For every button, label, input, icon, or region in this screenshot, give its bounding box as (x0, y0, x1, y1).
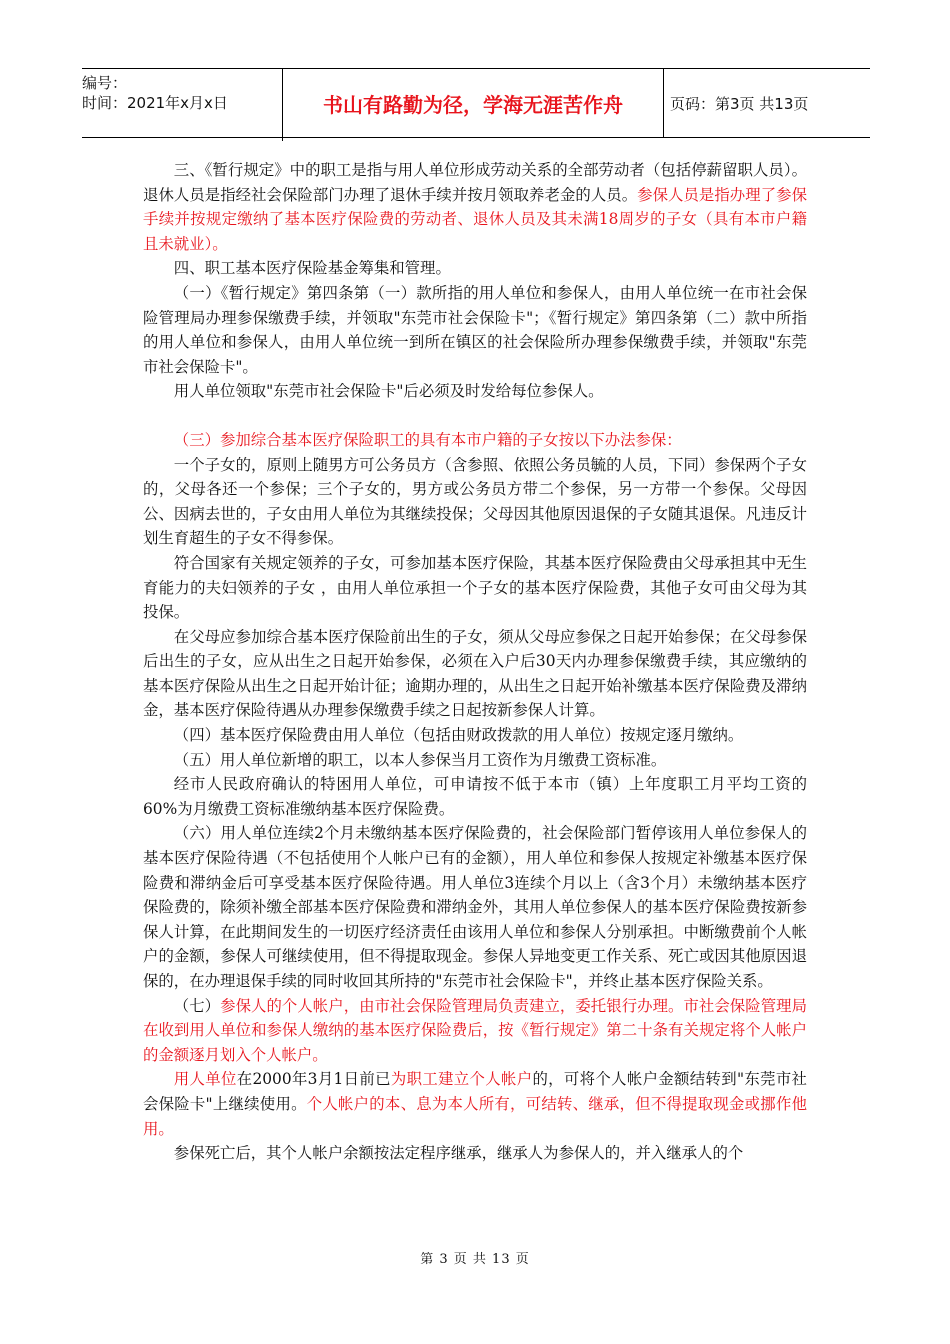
header-meta (82, 69, 283, 141)
paragraph: （五）用人单位新增的职工，以本人参保当月工资作为月缴费工资标准。 (173, 750, 667, 769)
paragraph: （三）参加综合基本医疗保险职工的具有本市户籍的子女按以下办法参保： (173, 430, 682, 449)
paragraph: 三、《暂行规定》中的职工是指与用人单位形成劳动关系的全部劳动者（包括停薪留职人员）。退休人员是指经社会保险部门办理了退休手续并按月领取养老金的人员。参保人员是指办理了参保手续并按规定缴纳了基本医疗保险费的劳动者、退休人员及其未满18周岁的子女（具有本市户籍且未就业）。 (143, 161, 807, 253)
paragraph: 一个子女的，原则上随男方可公务员方（含参照、依照公务员毓的人员，下同）参保两个子女的，父母各还一个参保；三个子女的，男方或公务员方带二个参保，另一方带一个参保。父母因公、因病去世的，子女由用人单位为其继续投保；父母因其他原因退保的子女随其退保。凡违反计划生育超生的子女不得参保。 (143, 455, 807, 548)
header-number: 编号： (82, 74, 128, 92)
paragraph: 参保死亡后，其个人帐户余额按法定程序继承，继承人为参保人的，并入继承人的个 (173, 1144, 744, 1163)
paragraph: （四）基本医疗保险费由用人单位（包括由财政拨款的用人单位）按规定逐月缴纳。 (173, 726, 744, 745)
paragraph: （一）《暂行规定》第四条第（一）款所指的用人单位和参保人，由用人单位统一在市社会保险管理局办理参保缴费手续，并领取"东莞市社会保险卡"；《暂行规定》第四条第（二）款中所指的用人单位和参保人，由用人单位统一到所在镇区的社会保险所办理参保缴费手续，并领取"东莞市社会保险卡"。 (143, 283, 807, 376)
paragraph: 经市人民政府确认的特困用人单位，可申请按不低于本市（镇）上年度职工月平均工资的60%为月缴费工资标准缴纳基本医疗保险费。 (143, 775, 807, 818)
paragraph: （七）参保人的个人帐户，由市社会保险管理局负责建立，委托银行办理。市社会保险管理局在收到用人单位和参保人缴纳的基本医疗保险费后，按《暂行规定》第二十条有关规定将个人帐户的金额逐月划入个人帐户。 (143, 996, 807, 1064)
header-page-info: 页码：第3页 共13页 (670, 94, 809, 113)
paragraph: 用人单位领取"东莞市社会保险卡"后必须及时发给每位参保人。 (173, 382, 604, 401)
paragraph: 在父母应参加综合基本医疗保险前出生的子女，须从父母应参保之日起开始参保；在父母参保后出生的子女，应从出生之日起开始参保，必须在入户后30天内办理参保缴费手续，其应缴纳的基本医疗保险从出生之日起开始计征；逾期办理的，从出生之日起开始补缴基本医疗保险费及滞纳金，基本医疗保险待遇从办理参保缴费手续之日起按新参保人计算。 (143, 627, 807, 720)
document-body (143, 158, 807, 1166)
paragraph: 四、职工基本医疗保险基金筹集和管理。 (173, 259, 451, 278)
page-footer: 第 3 页 共 13 页 (420, 1252, 530, 1267)
paragraph: （六）用人单位连续2个月未缴纳基本医疗保险费的，社会保险部门暂停该用人单位参保人的基本医疗保险待遇（不包括使用个人帐户已有的金额），用人单位和参保人按规定补缴基本医疗保险费和滞纳金后可享受基本医疗保险待遇。用人单位3连续个月以上（含3个月）未缴纳基本医疗保险费的，除须补缴全部基本医疗保险费和滞纳金外，其用人单位参保人的基本医疗保险费按新参保人计算，在此期间发生的一切医疗经济责任由该用人单位和参保人分别承担。中断缴费前个人帐户的金额，参保人可继续使用，但不得提取现金。参保人异地变更工作关系、死亡或因其他原因退保的，在办理退保手续的同时收回其所持的"东莞市社会保险卡"，并终止基本医疗保险关系。 (143, 824, 807, 990)
header-motto: 书山有路勤为径，学海无涯苦作舟 (283, 69, 664, 137)
header-date: 时间：2021年x月x日 (82, 94, 228, 112)
paragraph: 用人单位在2000年3月1日前已为职工建立个人帐户的，可将个人帐户金额结转到"东莞市社会保险卡"上继续使用。个人帐户的本、息为本人所有，可结转、继承，但不得提取现金或挪作他用。 (143, 1070, 807, 1138)
page-header (82, 68, 870, 138)
paragraph: 符合国家有关规定领养的子女，可参加基本医疗保险，其基本医疗保险费由父母承担其中无生育能力的夫妇领养的子女 ，由用人单位承担一个子女的基本医疗保险费，其他子女可由父母为其投保。 (143, 553, 807, 622)
